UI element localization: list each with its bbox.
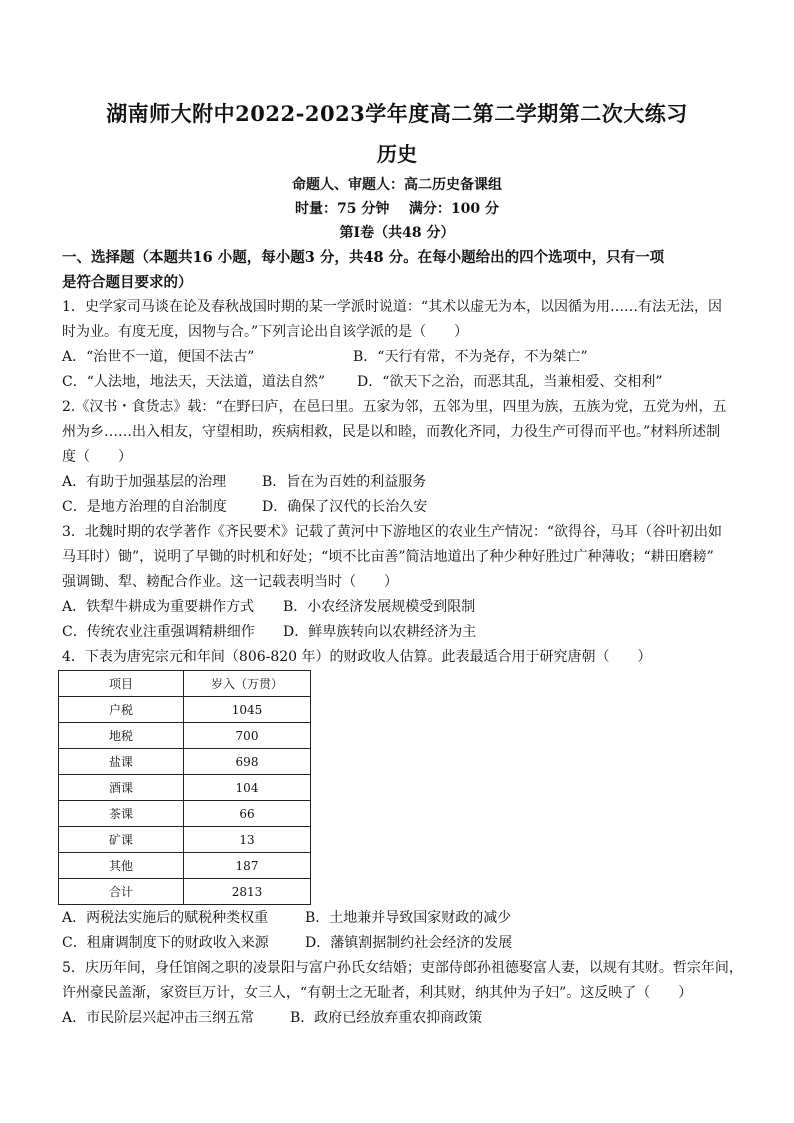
q2-option-d: D．确保了汉代的长治久安: [262, 499, 428, 515]
q1-option-c: C．“人法地，地法天，天法道，道法自然”: [62, 374, 326, 390]
table-cell: 187: [184, 853, 311, 879]
q3-stem-line: 马耳时）锄”，说明了早锄的时机和好处；“顷不比亩善”简洁地道出了种少种好胜过广种薄收；“耕田磨耪”: [62, 549, 714, 565]
table-row: [59, 879, 311, 905]
q1-option-a: A．“治世不一道，便国不法古”: [62, 349, 255, 365]
table-row: [59, 775, 311, 801]
q4-option-c: C．租庸调制度下的财政收入来源: [62, 935, 269, 951]
table-cell: 13: [184, 827, 311, 853]
table-cell: 盐课: [59, 749, 184, 775]
table-header-cell: 项目: [59, 671, 184, 697]
q2-stem-line: 度（ ）: [62, 449, 132, 465]
q3-stem-line: 3．北魏时期的农学著作《齐民要术》记载了黄河中下游地区的农业生产情况：“欲得谷，马耳（谷叶初出如: [62, 524, 723, 540]
table-row: [59, 697, 311, 723]
table-row: [59, 853, 311, 879]
time-score-line: 时量：75 分钟 满分：100 分: [295, 201, 499, 217]
q1-option-d: D．“欲天下之治，而恶其乱，当兼相爱、交相利”: [357, 374, 663, 390]
q1-option-b: B．“天行有常，不为尧存，不为桀亡”: [353, 349, 588, 365]
q2-stem-line: 2.《汉书・食货志》载：“在野曰庐，在邑曰里。五家为邻，五邻为里，四里为族，五族为党，五党为州，五: [62, 399, 727, 415]
exam-title: 湖南师大附中2022-2023学年度高二第二学期第二次大练习: [106, 101, 688, 126]
table-cell: 66: [184, 801, 311, 827]
q4-stem: 4．下表为唐宪宗元和年间（806-820 年）的财政收人估算。此表最适合用于研究唐朝（ ）: [62, 649, 652, 665]
table-cell: 700: [184, 723, 311, 749]
q4-option-a: A．两税法实施后的赋税种类权重: [62, 910, 269, 926]
q4-option-d: D．藩镇割据制约社会经济的发展: [305, 935, 513, 951]
q3-option-d: D．鲜卑族转向以农耕经济为主: [283, 624, 477, 640]
table-cell: 矿课: [59, 827, 184, 853]
q5-stem-line: 5．庆历年间，身任馆阁之职的凌景阳与富户孙氏女结婚；吏部侍郎孙祖德娶富人妻，以规有其财。哲宗年间，: [62, 960, 743, 976]
q3-option-a: A．铁犁牛耕成为重要耕作方式: [62, 599, 255, 615]
q1-stem-line: 时为业。有度无度，因物与合。”下列言论出自该学派的是（ ）: [62, 324, 469, 340]
table-cell: 茶课: [59, 801, 184, 827]
q2-stem-line: 州为乡……出入相友，守望相助，疾病相救，民是以和睦，而教化齐同，力役生产可得而平也。”材料所述制: [62, 424, 721, 440]
q1-stem-line: 1．史学家司马谈在论及春秋战国时期的某一学派时说道：“其术以虚无为本，以因循为用……有法无法，因: [62, 299, 723, 315]
q5-option-b: B．政府已经放弃重农抑商政策: [290, 1010, 483, 1026]
q3-stem-line: 强调锄、犁、耪配合作业。这一记载表明当时（ ）: [62, 574, 398, 590]
table-header-cell: 岁入（万贯）: [184, 671, 311, 697]
q2-option-a: A．有助于加强基层的治理: [62, 474, 227, 490]
section-heading-cont: 是符合题目要求的）: [62, 274, 193, 291]
table-cell: 698: [184, 749, 311, 775]
section-heading: 一、选择题（本题共16 小题，每小题3 分，共48 分。在每小题给出的四个选项中，只有一项: [62, 249, 665, 266]
table-header-row: [59, 671, 311, 697]
table-cell: 1045: [184, 697, 311, 723]
q4-option-b: B．土地兼并导致国家财政的减少: [305, 910, 512, 926]
q3-option-b: B．小农经济发展规模受到限制: [283, 599, 476, 615]
table-cell: 104: [184, 775, 311, 801]
table-row: [59, 801, 311, 827]
authors-line: 命题人、审题人：高二历史备课组: [292, 177, 502, 193]
table-row: [59, 723, 311, 749]
subject-title: 历史: [377, 142, 417, 166]
table-cell: 2813: [184, 879, 311, 905]
q5-option-a: A．市民阶层兴起冲击三纲五常: [62, 1010, 255, 1026]
volume-line: 第I卷（共48 分）: [339, 225, 455, 241]
q2-option-b: B．旨在为百姓的利益服务: [262, 474, 427, 490]
q5-stem-line: 许州豪民盖渐，家资巨万计，女三人，“有朝士之无耻者，利其财，纳其仲为子妇”。这反映了（ ）: [62, 985, 693, 1001]
table-cell: 地税: [59, 723, 184, 749]
revenue-table: [58, 670, 311, 905]
table-cell: 合计: [59, 879, 184, 905]
table-row: [59, 749, 311, 775]
table-cell: 酒课: [59, 775, 184, 801]
q3-option-c: C．传统农业注重强调精耕细作: [62, 624, 255, 640]
table-cell: 其他: [59, 853, 184, 879]
q2-option-c: C．是地方治理的自治制度: [62, 499, 227, 515]
table-row: [59, 827, 311, 853]
table-cell: 户税: [59, 697, 184, 723]
